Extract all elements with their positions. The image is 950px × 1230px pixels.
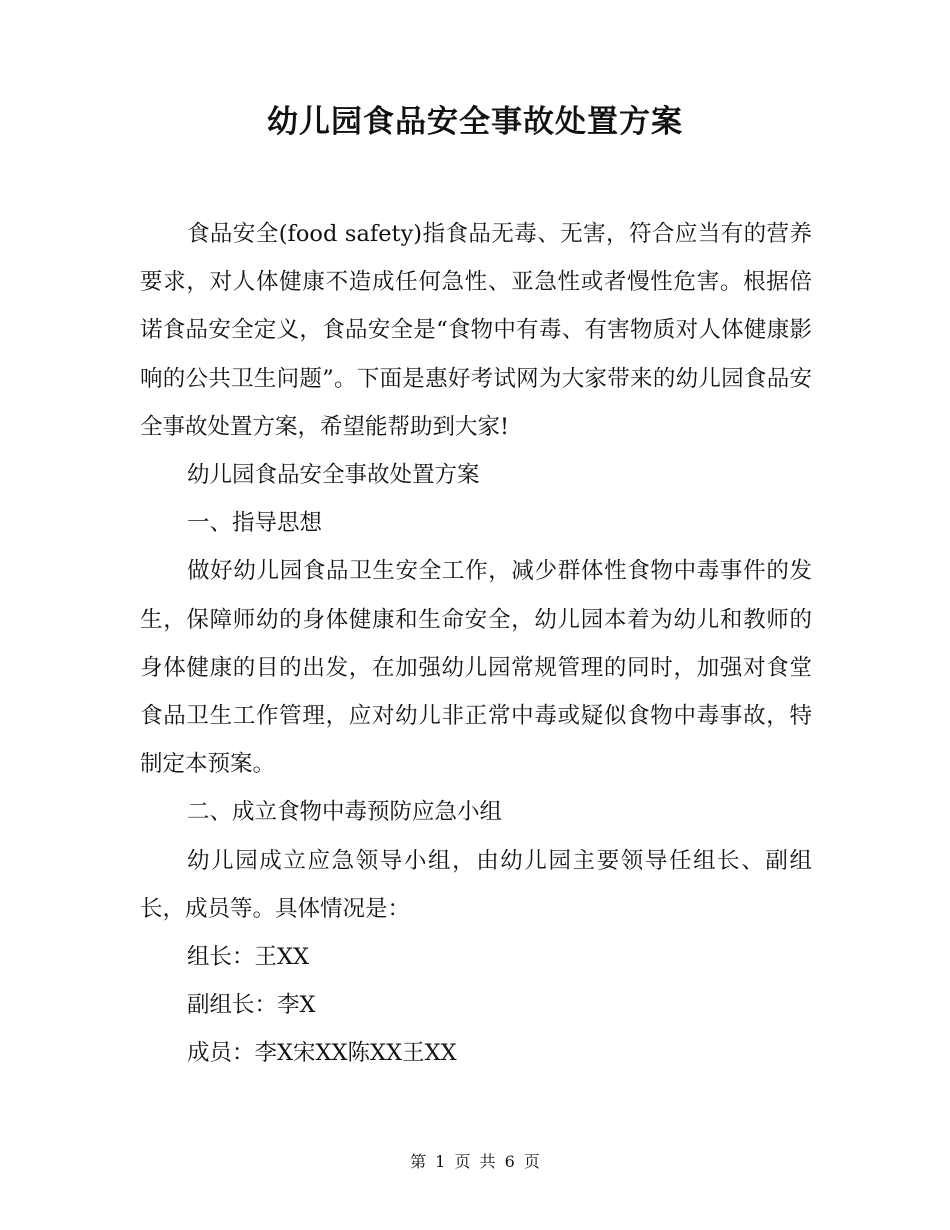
page-number-footer: 第 1 页 共 6 页 <box>410 1152 540 1171</box>
document-body <box>140 210 812 1078</box>
deputy-leader-line: 副组长：李X <box>187 992 316 1019</box>
plan-title-paragraph: 幼儿园食品安全事故处置方案 <box>187 462 480 489</box>
intro-paragraph: 食品安全(food safety)指食品无毒、无害，符合应当有的营养要求，对人体健康不造成任何急性、亚急性或者慢性危害。根据倍诺食品安全定义，食品安全是“食物中有毒、有害物质对人体健康影响的公共卫生问题”。下面是惠好考试网为大家带来的幼儿园食品安全事故处置方案，希望能帮助到大家! <box>140 221 812 440</box>
members-line: 成员：李X宋XX陈XX王XX <box>187 1040 457 1067</box>
section-heading-guiding-ideas: 一、指导思想 <box>187 510 323 537</box>
section-heading-emergency-group: 二、成立食物中毒预防应急小组 <box>187 799 503 826</box>
document-title: 幼儿园食品安全事故处置方案 <box>267 104 683 140</box>
guiding-ideas-paragraph: 做好幼儿园食品卫生安全工作，减少群体性食物中毒事件的发生，保障师幼的身体健康和生命安全，幼儿园本着为幼儿和教师的身体健康的目的出发，在加强幼儿园常规管理的同时，加强对食堂食品卫生工作管理，应对幼儿非正常中毒或疑似食物中毒事故，特制定本预案。 <box>140 558 812 778</box>
group-leader-line: 组长：王XX <box>187 944 310 971</box>
emergency-group-paragraph: 幼儿园成立应急领导小组，由幼儿园主要领导任组长、副组长，成员等。具体情况是： <box>140 847 812 922</box>
